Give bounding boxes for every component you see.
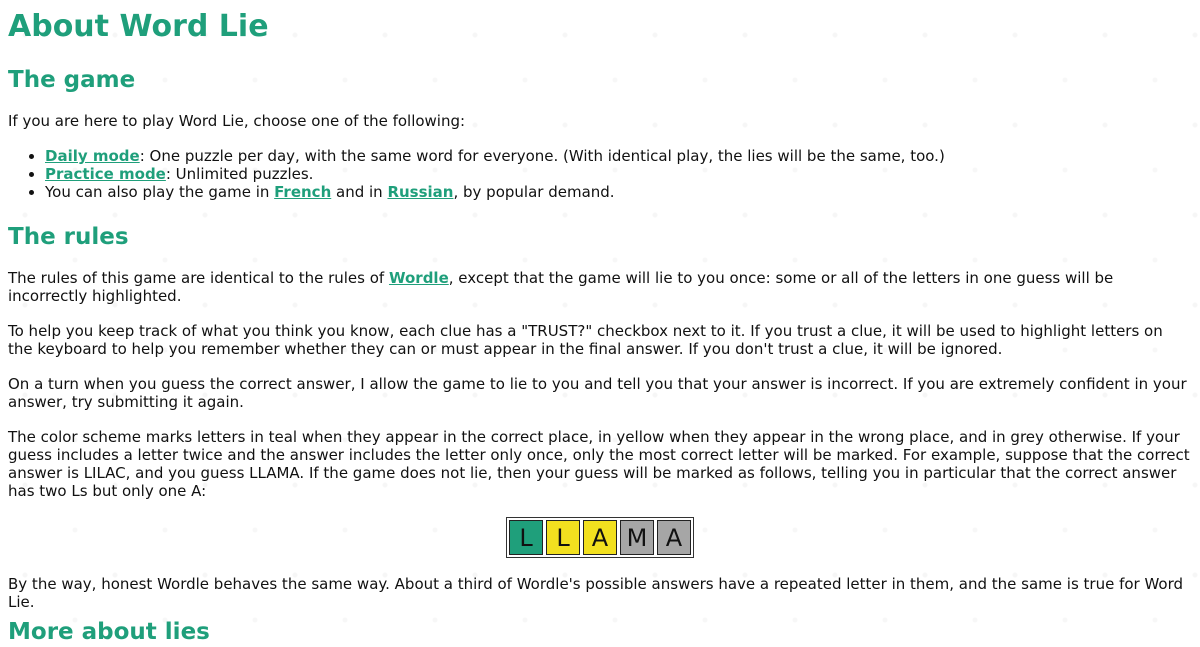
list-item-daily xyxy=(45,147,1192,165)
section-heading-more: More about lies xyxy=(8,619,210,645)
section-heading-game: The game xyxy=(8,67,136,93)
daily-mode-desc: : One puzzle per day, with the same word for everyone. (With identical play, the lies will be the same, too.) xyxy=(139,147,945,165)
page-title: About Word Lie xyxy=(8,9,269,44)
languages-prefix: You can also play the game in xyxy=(45,183,275,201)
practice-mode-link[interactable]: Practice mode xyxy=(45,165,166,183)
rules-paragraph-1 xyxy=(8,269,1192,305)
mode-list xyxy=(8,147,1192,201)
list-item-languages xyxy=(45,183,1192,201)
game-intro: If you are here to play Word Lie, choose one of the following: xyxy=(8,112,466,130)
example-tile: M xyxy=(620,520,654,555)
example-guess-tiles xyxy=(506,517,694,558)
example-tile: A xyxy=(583,520,617,555)
rules-paragraph-3: On a turn when you guess the correct answer, I allow the game to lie to you and tell you that your answer is incorrect. If you are extremely confident in your answer, try submitting it again. xyxy=(8,375,1187,411)
rules-paragraph-5: By the way, honest Wordle behaves the same way. About a third of Wordle's possible answers have a repeated letter in them, and the same is true for Word Lie. xyxy=(8,575,1184,611)
practice-mode-desc: : Unlimited puzzles. xyxy=(165,165,314,183)
rules-p1-before: The rules of this game are identical to the rules of xyxy=(8,269,389,287)
rules-paragraph-2: To help you keep track of what you think you know, each clue has a "TRUST?" checkbox next to it. If you trust a clue, it will be used to highlight letters on the keyboard to help you remember whether they can or must appear in the final answer. If you don't trust a clue, it will be ignored. xyxy=(8,322,1163,358)
list-item-practice xyxy=(45,165,1192,183)
example-tile: A xyxy=(657,520,691,555)
rules-paragraph-4: The color scheme marks letters in teal when they appear in the correct place, in yellow when they appear in the wrong place, and in grey otherwise. If your guess includes a letter twice and the answer includes the letter only once, only the most correct letter will be marked. For example, suppose that the correct answer is LILAC, and you guess LLAMA. If the game does not lie, then your guess will be marked as follows, telling you in particular that the correct answer has two Ls but only one A: xyxy=(8,428,1190,500)
example-tile: L xyxy=(509,520,543,555)
languages-middle: and in xyxy=(331,183,388,201)
daily-mode-link[interactable]: Daily mode xyxy=(45,147,140,165)
example-guess xyxy=(8,517,1192,558)
wordle-link[interactable]: Wordle xyxy=(388,269,449,287)
french-link[interactable]: French xyxy=(274,183,332,201)
russian-link[interactable]: Russian xyxy=(387,183,454,201)
page xyxy=(0,10,1200,647)
rules-p1-after: , except that the game will lie to you once: some or all of the letters in one guess will be incorrectly highlighted. xyxy=(8,269,1114,305)
section-heading-rules: The rules xyxy=(8,224,129,250)
languages-suffix: , by popular demand. xyxy=(453,183,615,201)
example-tile: L xyxy=(546,520,580,555)
